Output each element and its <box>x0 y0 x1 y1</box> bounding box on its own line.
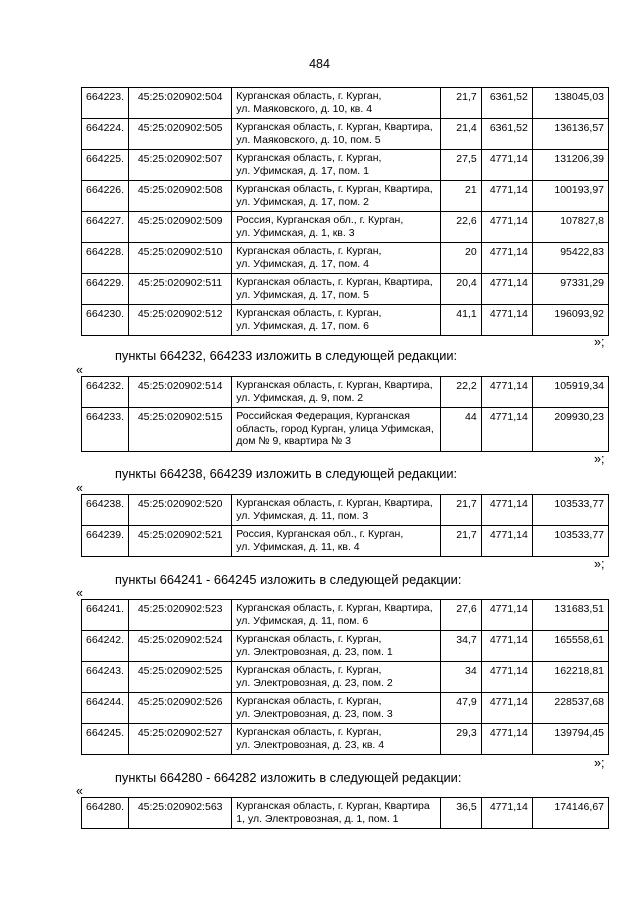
address-line: ул. Электровозная, д. 23, пом. 2 <box>236 676 393 689</box>
area-cell: 20,4 <box>440 274 481 305</box>
address-cell <box>232 631 440 662</box>
area-cell: 21 <box>440 181 481 212</box>
opening-quote-1: « <box>76 363 83 377</box>
address-line: Курганская область, г. Курган, Квартира <box>236 800 430 812</box>
value-cell: 131683,51 <box>532 600 608 631</box>
item-number-cell: 664228. <box>82 243 129 274</box>
item-number-cell: 664223. <box>82 88 129 119</box>
address-line: ул. Уфимская, д. 17, пом. 5 <box>236 288 369 301</box>
area-cell: 21,4 <box>440 119 481 150</box>
address-line: Курганская область, г. Курган, Квартира, <box>236 276 433 288</box>
cadastral-number-cell: 45:25:020902:515 <box>129 408 232 452</box>
table-row <box>82 119 609 150</box>
address-line: дом № 9, квартира № 3 <box>236 435 352 447</box>
address-line: Курганская область, г. Курган, <box>236 90 382 102</box>
table-row <box>82 724 609 755</box>
table-block-1 <box>81 87 609 336</box>
table-row <box>82 305 609 336</box>
address-line: Курганская область, г. Курган, Квартира, <box>236 183 433 195</box>
property-table-5 <box>81 797 609 829</box>
cadastral-number-cell: 45:25:020902:514 <box>129 377 232 408</box>
area-cell: 44 <box>440 408 481 452</box>
address-cell <box>232 243 440 274</box>
page-number: 484 <box>309 57 330 71</box>
table-row <box>82 150 609 181</box>
cadastral-number-cell: 45:25:020902:526 <box>129 693 232 724</box>
item-number-cell: 664239. <box>82 526 129 557</box>
item-number-cell: 664229. <box>82 274 129 305</box>
amendment-paragraph-2: пункты 664238, 664239 изложить в следующей редакции: <box>115 466 458 481</box>
item-number-cell: 664245. <box>82 724 129 755</box>
address-line: ул. Уфимская, д. 11, кв. 4 <box>236 540 360 553</box>
area-cell: 21,7 <box>440 526 481 557</box>
value-cell: 100193,97 <box>532 181 608 212</box>
area-cell: 22,6 <box>440 212 481 243</box>
area-cell: 21,7 <box>440 88 481 119</box>
address-cell <box>232 181 440 212</box>
table-block-3 <box>81 494 609 557</box>
closing-quote-2: »; <box>594 452 605 466</box>
area-cell: 20 <box>440 243 481 274</box>
item-number-cell: 664227. <box>82 212 129 243</box>
amendment-paragraph-4: пункты 664280 - 664282 изложить в следующей редакции: <box>115 770 462 785</box>
address-line: 1, ул. Электровозная, д. 1, пом. 1 <box>236 812 399 825</box>
address-line: Курганская область, г. Курган, <box>236 307 382 319</box>
address-cell <box>232 377 440 408</box>
cadastral-number-cell: 45:25:020902:525 <box>129 662 232 693</box>
opening-quote-3: « <box>76 586 83 600</box>
address-line: Курганская область, г. Курган, <box>236 695 382 707</box>
area-cell: 29,3 <box>440 724 481 755</box>
address-line: Курганская область, г. Курган, <box>236 633 382 645</box>
amendment-paragraph-1: пункты 664232, 664233 изложить в следующей редакции: <box>115 348 458 363</box>
item-number-cell: 664224. <box>82 119 129 150</box>
value-cell: 131206,39 <box>532 150 608 181</box>
rate-cell: 6361,52 <box>481 88 532 119</box>
address-line: Курганская область, г. Курган, <box>236 152 382 164</box>
table-row <box>82 798 609 829</box>
address-line: ул. Уфимская, д. 17, пом. 4 <box>236 257 369 270</box>
cadastral-number-cell: 45:25:020902:521 <box>129 526 232 557</box>
value-cell: 103533,77 <box>532 526 608 557</box>
rate-cell: 4771,14 <box>481 150 532 181</box>
table-row <box>82 377 609 408</box>
cadastral-number-cell: 45:25:020902:527 <box>129 724 232 755</box>
cadastral-number-cell: 45:25:020902:510 <box>129 243 232 274</box>
area-cell: 36,5 <box>440 798 481 829</box>
property-table-4 <box>81 599 609 755</box>
item-number-cell: 664242. <box>82 631 129 662</box>
rate-cell: 4771,14 <box>481 724 532 755</box>
address-line: Курганская область, г. Курган, <box>236 245 382 257</box>
address-cell <box>232 693 440 724</box>
cadastral-number-cell: 45:25:020902:520 <box>129 495 232 526</box>
address-cell <box>232 212 440 243</box>
address-cell <box>232 495 440 526</box>
value-cell: 105919,34 <box>532 377 608 408</box>
rate-cell: 4771,14 <box>481 274 532 305</box>
address-line: ул. Уфимская, д. 1, кв. 3 <box>236 226 355 239</box>
value-cell: 138045,03 <box>532 88 608 119</box>
table-row <box>82 526 609 557</box>
value-cell: 174146,67 <box>532 798 608 829</box>
item-number-cell: 664244. <box>82 693 129 724</box>
item-number-cell: 664243. <box>82 662 129 693</box>
table-block-2 <box>81 376 609 452</box>
area-cell: 27,6 <box>440 600 481 631</box>
address-line: Курганская область, г. Курган, Квартира, <box>236 379 433 391</box>
area-cell: 34,7 <box>440 631 481 662</box>
value-cell: 136136,57 <box>532 119 608 150</box>
area-cell: 41,1 <box>440 305 481 336</box>
rate-cell: 4771,14 <box>481 662 532 693</box>
table-row <box>82 212 609 243</box>
item-number-cell: 664225. <box>82 150 129 181</box>
value-cell: 97331,29 <box>532 274 608 305</box>
address-line: Российская Федерация, Курганская <box>236 410 410 422</box>
address-cell <box>232 600 440 631</box>
table-row <box>82 600 609 631</box>
rate-cell: 6361,52 <box>481 119 532 150</box>
item-number-cell: 664238. <box>82 495 129 526</box>
cadastral-number-cell: 45:25:020902:512 <box>129 305 232 336</box>
value-cell: 209930,23 <box>532 408 608 452</box>
address-cell <box>232 408 440 452</box>
rate-cell: 4771,14 <box>481 631 532 662</box>
value-cell: 165558,61 <box>532 631 608 662</box>
table-row <box>82 181 609 212</box>
address-cell <box>232 526 440 557</box>
value-cell: 196093,92 <box>532 305 608 336</box>
address-line: ул. Уфимская, д. 11, пом. 6 <box>236 614 369 627</box>
closing-quote-3: »; <box>594 557 605 571</box>
table-row <box>82 88 609 119</box>
address-line: Россия, Курганская обл., г. Курган, <box>236 528 404 540</box>
table-row <box>82 274 609 305</box>
table-row <box>82 693 609 724</box>
address-line: Курганская область, г. Курган, Квартира, <box>236 121 433 133</box>
value-cell: 103533,77 <box>532 495 608 526</box>
address-line: ул. Электровозная, д. 23, пом. 1 <box>236 645 393 658</box>
address-line: Курганская область, г. Курган, Квартира, <box>236 602 433 614</box>
property-table-3 <box>81 494 609 557</box>
cadastral-number-cell: 45:25:020902:511 <box>129 274 232 305</box>
rate-cell: 4771,14 <box>481 495 532 526</box>
address-cell <box>232 798 440 829</box>
rate-cell: 4771,14 <box>481 408 532 452</box>
cadastral-number-cell: 45:25:020902:505 <box>129 119 232 150</box>
address-cell <box>232 662 440 693</box>
opening-quote-2: « <box>76 481 83 495</box>
area-cell: 22,2 <box>440 377 481 408</box>
rate-cell: 4771,14 <box>481 212 532 243</box>
cadastral-number-cell: 45:25:020902:563 <box>129 798 232 829</box>
address-line: область, город Курган, улица Уфимская, <box>236 422 434 435</box>
item-number-cell: 664232. <box>82 377 129 408</box>
address-line: ул. Электровозная, д. 23, кв. 4 <box>236 738 385 751</box>
address-cell <box>232 150 440 181</box>
address-line: ул. Уфимская, д. 11, пом. 3 <box>236 509 369 522</box>
value-cell: 162218,81 <box>532 662 608 693</box>
property-table-2 <box>81 376 609 452</box>
address-line: Курганская область, г. Курган, <box>236 664 382 676</box>
cadastral-number-cell: 45:25:020902:524 <box>129 631 232 662</box>
address-line: ул. Уфимская, д. 17, пом. 6 <box>236 319 369 332</box>
address-line: Курганская область, г. Курган, <box>236 726 382 738</box>
cadastral-number-cell: 45:25:020902:507 <box>129 150 232 181</box>
address-line: Россия, Курганская обл., г. Курган, <box>236 214 404 226</box>
closing-quote-1: »; <box>594 335 605 349</box>
address-cell <box>232 119 440 150</box>
value-cell: 95422,83 <box>532 243 608 274</box>
address-cell <box>232 88 440 119</box>
item-number-cell: 664241. <box>82 600 129 631</box>
rate-cell: 4771,14 <box>481 181 532 212</box>
value-cell: 139794,45 <box>532 724 608 755</box>
table-row <box>82 408 609 452</box>
address-line: ул. Электровозная, д. 23, пом. 3 <box>236 707 393 720</box>
address-cell <box>232 305 440 336</box>
area-cell: 21,7 <box>440 495 481 526</box>
table-row <box>82 495 609 526</box>
cadastral-number-cell: 45:25:020902:523 <box>129 600 232 631</box>
cadastral-number-cell: 45:25:020902:509 <box>129 212 232 243</box>
cadastral-number-cell: 45:25:020902:508 <box>129 181 232 212</box>
rate-cell: 4771,14 <box>481 526 532 557</box>
closing-quote-4: »; <box>594 756 605 770</box>
area-cell: 27,5 <box>440 150 481 181</box>
table-block-5 <box>81 797 609 829</box>
opening-quote-4: « <box>76 784 83 798</box>
rate-cell: 4771,14 <box>481 693 532 724</box>
area-cell: 47,9 <box>440 693 481 724</box>
item-number-cell: 664233. <box>82 408 129 452</box>
item-number-cell: 664226. <box>82 181 129 212</box>
cadastral-number-cell: 45:25:020902:504 <box>129 88 232 119</box>
amendment-paragraph-3: пункты 664241 - 664245 изложить в следующей редакции: <box>115 572 462 587</box>
item-number-cell: 664280. <box>82 798 129 829</box>
address-line: ул. Маяковского, д. 10, кв. 4 <box>236 102 373 115</box>
address-line: ул. Уфимская, д. 17, пом. 1 <box>236 164 369 177</box>
property-table-1 <box>81 87 609 336</box>
rate-cell: 4771,14 <box>481 243 532 274</box>
address-cell <box>232 724 440 755</box>
address-line: ул. Маяковского, д. 10, пом. 5 <box>236 133 381 146</box>
table-row <box>82 662 609 693</box>
rate-cell: 4771,14 <box>481 305 532 336</box>
table-block-4 <box>81 599 609 755</box>
rate-cell: 4771,14 <box>481 798 532 829</box>
address-line: ул. Уфимская, д. 17, пом. 2 <box>236 195 369 208</box>
value-cell: 107827,8 <box>532 212 608 243</box>
item-number-cell: 664230. <box>82 305 129 336</box>
table-row <box>82 243 609 274</box>
area-cell: 34 <box>440 662 481 693</box>
value-cell: 228537,68 <box>532 693 608 724</box>
rate-cell: 4771,14 <box>481 377 532 408</box>
address-line: ул. Уфимская, д. 9, пом. 2 <box>236 391 364 404</box>
rate-cell: 4771,14 <box>481 600 532 631</box>
address-line: Курганская область, г. Курган, Квартира, <box>236 497 433 509</box>
address-cell <box>232 274 440 305</box>
table-row <box>82 631 609 662</box>
